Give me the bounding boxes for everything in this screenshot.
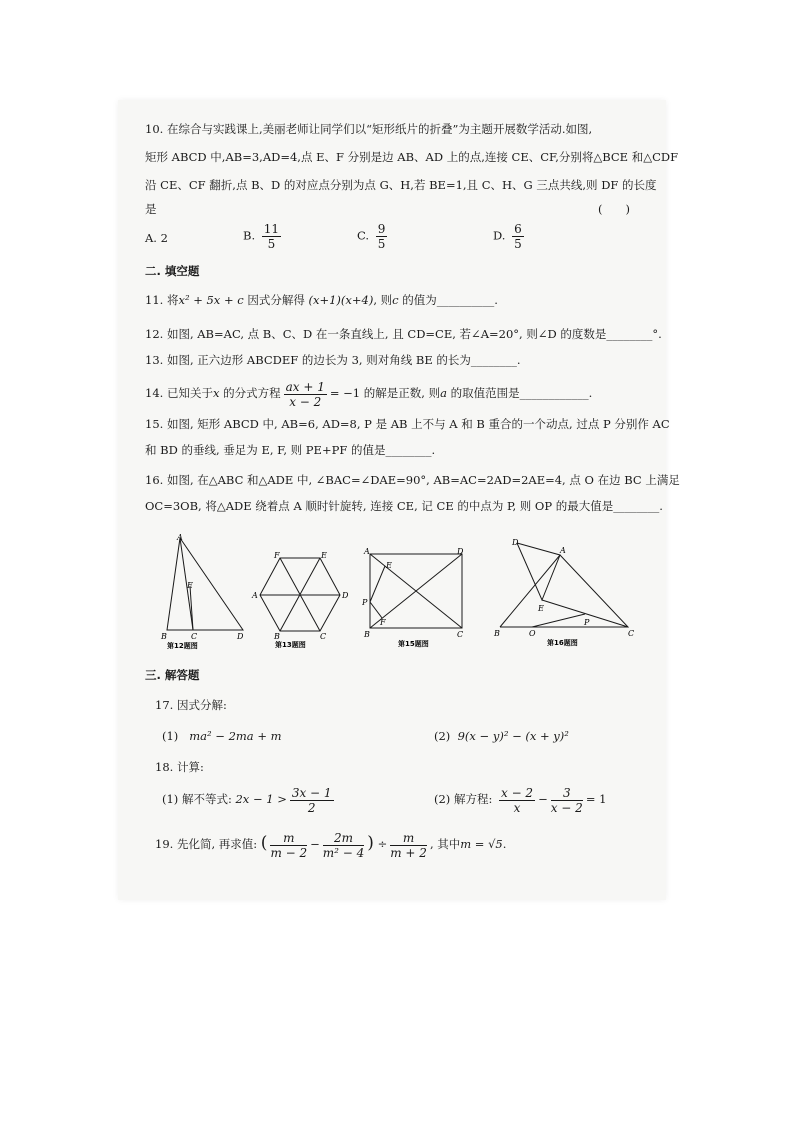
q18-p2-eq: = 1: [585, 792, 607, 806]
fig16-label-e: E: [538, 604, 544, 613]
q19-denominator1: m − 2: [270, 845, 308, 860]
q18-p2-minus: −: [538, 792, 548, 806]
option-c-numerator: 9: [377, 222, 386, 236]
q14-denominator: x − 2: [289, 394, 322, 409]
q11-expr: x² + 5x + c: [178, 293, 244, 307]
option-b-denominator: 5: [267, 237, 276, 251]
q11-expr2: (x+1)(x+4): [308, 293, 374, 307]
fig15-label-p: P: [362, 598, 368, 607]
fig12-label-b: B: [161, 632, 167, 641]
option-b-numerator: 11: [263, 222, 280, 236]
fig12-line-ec: [190, 586, 193, 630]
q17-p1-expr: ma² − 2ma + m: [189, 729, 282, 743]
option-d-label: D.: [493, 228, 506, 243]
q14: [145, 378, 592, 409]
fig16-label-b: B: [494, 629, 500, 638]
q18-p1-numerator: 3x − 1: [291, 785, 332, 800]
fig15-label-e: E: [386, 561, 392, 570]
answer-bracket: ( ): [598, 202, 630, 216]
figure-15: [362, 546, 470, 650]
q14-numerator: ax + 1: [285, 379, 325, 394]
section-solutions-title: 三. 解答题: [145, 668, 200, 682]
fig16-label-p: P: [584, 618, 590, 627]
fig13-label-e: E: [321, 551, 327, 560]
q19-condition: m = √5: [460, 837, 503, 851]
q18-p2-denominator2: x − 2: [550, 800, 583, 815]
q18-p2-numerator2: 3: [551, 786, 583, 801]
figure-13: [250, 548, 350, 648]
q17-p2-expr: 9(x − y)² − (x + y)²: [457, 729, 569, 743]
fig16-triangle-abc: [500, 555, 628, 627]
fig16-triangle-ade: [517, 543, 560, 600]
q14-eq: = −1: [329, 386, 361, 400]
q11-pre: 11. 将: [145, 293, 179, 307]
q10-line2: 矩形 ABCD 中,AB=3,AD=4,点 E、F 分别是边 AB、AD 上的点,连接 CE、CF,分别将△BCE 和△CDF: [145, 150, 679, 164]
q19-denominator2: m² − 4: [322, 845, 365, 860]
option-b-label: B.: [243, 228, 256, 243]
fig15-caption: 第15题图: [398, 640, 429, 648]
fig13-label-f: F: [274, 551, 280, 560]
option-d-numerator: 6: [514, 222, 522, 236]
fig15-perp-pf: [370, 602, 382, 618]
q18-p2-label: (2) 解方程:: [434, 792, 493, 806]
q17-part1: [162, 728, 282, 744]
fig12-caption: 第12题图: [167, 642, 198, 650]
q19-pre: 19. 先化简, 再求值:: [155, 837, 258, 851]
q14-mid: 的分式方程: [219, 386, 281, 400]
fig12-label-c: C: [191, 632, 198, 641]
q14-pre: 14. 已知关于: [145, 386, 213, 400]
fig13-label-b: B: [274, 632, 280, 641]
q13: 13. 如图, 正六边形 ABCDEF 的边长为 3, 则对角线 BE 的长为________.: [145, 353, 521, 367]
fig15-label-d: D: [457, 547, 464, 556]
q17-part2: [434, 728, 569, 744]
fig16-label-a: A: [560, 546, 566, 555]
figure-16: [492, 535, 637, 647]
q10-option-d: [493, 222, 527, 251]
fig13-label-a: A: [252, 591, 258, 600]
fig16-caption: 第16题图: [547, 639, 578, 647]
q18-part2: [434, 783, 606, 815]
fig12-label-a: A: [177, 533, 183, 542]
q14-var2: a: [440, 386, 447, 400]
q11-post: , 则: [373, 293, 393, 307]
q11-post2: 的值为__________.: [398, 293, 498, 307]
section-fill-in-title: 二. 填空题: [145, 264, 200, 278]
q18-p2-numerator1: x − 2: [500, 785, 534, 800]
q19-numerator1: m: [270, 831, 307, 846]
q14-post2: 的取值范围是____________.: [446, 386, 593, 400]
option-d-denominator: 5: [514, 237, 522, 251]
q19-numerator3: m: [390, 831, 427, 846]
q10-line4: 是: [145, 202, 157, 216]
q18-p2-denominator1: x: [513, 800, 521, 815]
q10-option-b: [243, 222, 284, 251]
fig12-label-d: D: [237, 632, 244, 641]
fig13-caption: 第13题图: [275, 641, 306, 648]
fig15-label-f: F: [380, 618, 386, 627]
fig16-label-d: D: [512, 538, 519, 547]
fig15-perp-pe: [370, 566, 385, 602]
q18-title: 18. 计算:: [155, 760, 204, 774]
q15-line1: 15. 如图, 矩形 ABCD 中, AB=6, AD=8, P 是 AB 上不与 A 和 B 重合的一个动点, 过点 P 分别作 AC: [145, 417, 670, 431]
q16-line2: OC=3OB, 将△ADE 绕着点 A 顺时针旋转, 连接 CE, 记 CE 的中点为 P, 则 OP 的最大值是________.: [145, 499, 663, 513]
q19-minus: −: [310, 837, 320, 851]
q10-option-c: [357, 222, 390, 251]
fig12-triangle: [167, 538, 243, 630]
q18-p1-label: (1) 解不等式:: [162, 792, 232, 806]
q10-option-a: A. 2: [145, 231, 168, 245]
fig16-label-o: O: [529, 629, 536, 638]
q11-var: c: [392, 293, 399, 307]
q17-p1-label: (1): [162, 729, 179, 743]
q18-p1-lhs: 2x − 1 >: [235, 792, 287, 806]
q12: 12. 如图, AB=AC, 点 B、C、D 在一条直线上, 且 CD=CE, 若∠A=20°, 则∠D 的度数是________°.: [145, 327, 662, 341]
fig16-line-op: [532, 614, 585, 627]
q19-post: , 其中: [429, 837, 461, 851]
q19-denominator3: m + 2: [390, 845, 427, 860]
fig13-label-c: C: [320, 632, 327, 641]
fig13-label-d: D: [342, 591, 349, 600]
q11-mid: 因式分解得: [243, 293, 309, 307]
q11: [145, 292, 498, 308]
q18-part1: [162, 783, 337, 815]
q19-divide: ÷: [377, 837, 388, 851]
figure-12: [155, 530, 250, 650]
fig15-label-c: C: [457, 630, 464, 639]
q16-line1: 16. 如图, 在△ABC 和△ADE 中, ∠BAC=∠DAE=90°, AB=AC=2AD=2AE=4, 点 O 在边 BC 上满足: [145, 473, 680, 487]
fig15-label-a: A: [364, 547, 370, 556]
q10-line3: 沿 CE、CF 翻折,点 B、D 的对应点分别为点 G、H,若 BE=1,且 C、H、G 三点共线,则 DF 的长度: [145, 178, 657, 192]
q14-post: 的解是正数, 则: [360, 386, 441, 400]
q14-var: x: [212, 386, 220, 400]
fig15-label-b: B: [364, 630, 370, 639]
q19-end: .: [502, 837, 507, 851]
q18-p1-denominator: 2: [307, 800, 316, 815]
q17-title: 17. 因式分解:: [155, 698, 227, 712]
q17-p2-label: (2): [434, 729, 451, 743]
fig16-label-c: C: [628, 629, 635, 638]
fig12-label-e: E: [187, 581, 193, 590]
q15-line2: 和 BD 的垂线, 垂足为 E, F, 则 PE+PF 的值是________.: [145, 443, 436, 457]
q19: 19. 先化简, 再求值: ( $\frac{m}{m - 2}$ − $\frac{2m}{\text{m² − 4}}$ ) ÷ $\frac{m}{m + 2}$ , 其中m = √5.: [155, 830, 507, 860]
option-c-denominator: 5: [377, 237, 386, 251]
option-c-label: C.: [357, 228, 370, 243]
q10-line1: 10. 在综合与实践课上,美丽老师让同学们以“矩形纸片的折叠”为主题开展数学活动.如图,: [145, 122, 593, 136]
q19-numerator2: 2m: [323, 831, 365, 846]
